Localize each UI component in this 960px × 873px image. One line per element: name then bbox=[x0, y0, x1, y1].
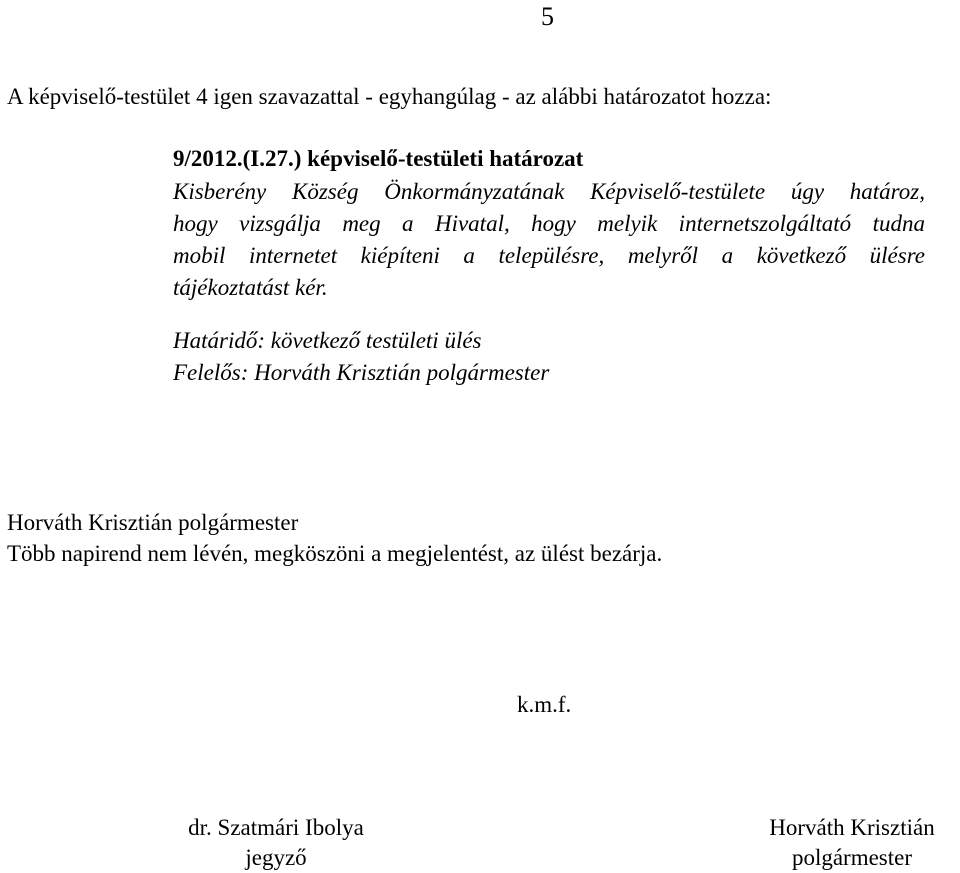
signature-mayor-title: polgármester bbox=[791, 845, 913, 870]
page-number: 5 bbox=[541, 2, 554, 31]
resolution-body bbox=[173, 176, 925, 304]
resolution-line: Kisberény Község Önkormányzatának Képviselő-testülete úgy határoz, bbox=[173, 179, 925, 204]
resolution-line: tájékoztatást kér. bbox=[173, 275, 328, 300]
speaker-name: Horváth Krisztián polgármester bbox=[7, 510, 299, 535]
resolution-title: 9/2012.(I.27.) képviselő-testületi határozat bbox=[173, 146, 584, 171]
vote-intro: A képviselő-testület 4 igen szavazattal - egyhangúlag - az alábbi határozatot hozza: bbox=[7, 84, 772, 109]
signature-notary bbox=[156, 813, 396, 873]
signature-mayor-name: Horváth Krisztián bbox=[769, 815, 935, 840]
resolution-line: hogy vizsgálja meg a Hivatal, hogy melyik internetszolgáltató tudna bbox=[173, 211, 925, 236]
resolution-responsible: Felelős: Horváth Krisztián polgármester bbox=[173, 360, 550, 385]
kmf-mark: k.m.f. bbox=[517, 692, 572, 717]
resolution-deadline: Határidő: következő testületi ülés bbox=[173, 328, 482, 353]
closing-statement: Több napirend nem lévén, megköszöni a megjelentést, az ülést bezárja. bbox=[7, 541, 663, 566]
signature-notary-name: dr. Szatmári Ibolya bbox=[188, 815, 364, 840]
resolution-line: mobil internetet kiépíteni a településre, melyről a következő ülésre bbox=[173, 243, 925, 268]
signature-notary-title: jegyző bbox=[245, 845, 307, 870]
signature-mayor bbox=[752, 813, 952, 873]
